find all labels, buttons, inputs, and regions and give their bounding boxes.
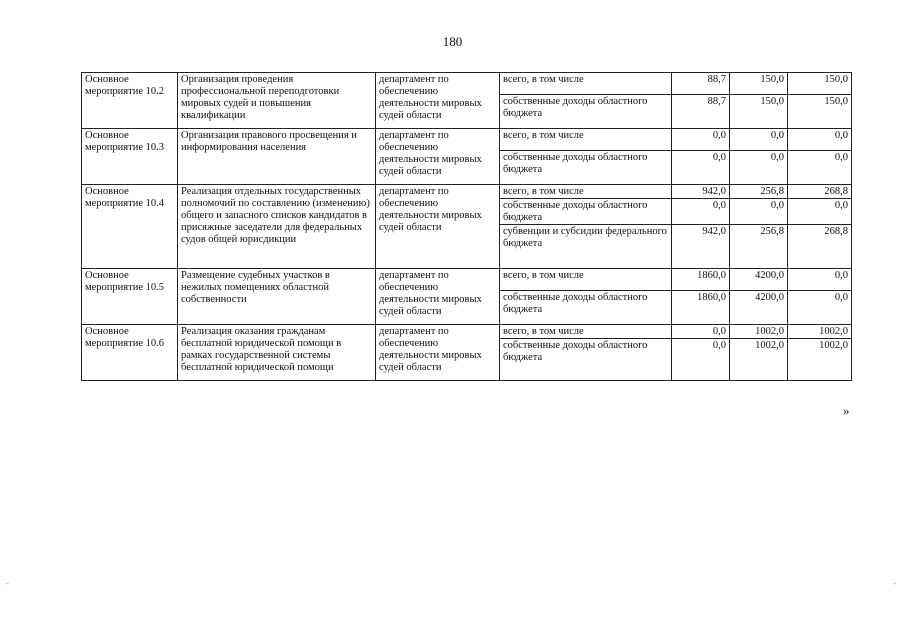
table-row: [82, 325, 852, 339]
funding-source-cell: собственные доходы областного бюджета: [500, 199, 672, 225]
executor-cell: департамент по обеспечению деятельности мировых судей области: [376, 269, 500, 325]
amount-cell-year-2: 4200,0: [730, 269, 788, 291]
left-edge-mark: -: [6, 578, 9, 588]
amount-cell-year-1: 88,7: [672, 73, 730, 95]
description-cell: Реализация оказания гражданам бесплатной юридической помощи в рамках государственной системы бесплатной юридической помощи: [178, 325, 376, 381]
table-row: [82, 185, 852, 199]
amount-cell-year-3: 1002,0: [788, 339, 852, 381]
page-number: 180: [442, 34, 463, 49]
table-row: [82, 73, 852, 95]
funding-source-cell: собственные доходы областного бюджета: [500, 291, 672, 325]
closing-quote: »: [843, 403, 850, 418]
amount-cell-year-1: 0,0: [672, 151, 730, 185]
amount-cell-year-2: 150,0: [730, 95, 788, 129]
amount-cell-year-2: 150,0: [730, 73, 788, 95]
executor-cell: департамент по обеспечению деятельности мировых судей области: [376, 129, 500, 185]
table-row: [82, 269, 852, 291]
executor-cell: департамент по обеспечению деятельности мировых судей области: [376, 73, 500, 129]
funding-source-cell: всего, в том числе: [500, 269, 672, 291]
amount-cell-year-3: 268,8: [788, 185, 852, 199]
amount-cell-year-1: 0,0: [672, 129, 730, 151]
amount-cell-year-1: 0,0: [672, 339, 730, 381]
funding-source-cell: субвенции и субсидии федерального бюджета: [500, 225, 672, 269]
funding-source-cell: всего, в том числе: [500, 73, 672, 95]
amount-cell-year-1: 942,0: [672, 225, 730, 269]
executor-cell: департамент по обеспечению деятельности мировых судей области: [376, 185, 500, 269]
funding-source-cell: всего, в том числе: [500, 325, 672, 339]
amount-cell-year-1: 942,0: [672, 185, 730, 199]
funding-source-cell: собственные доходы областного бюджета: [500, 339, 672, 381]
amount-cell-year-2: 1002,0: [730, 339, 788, 381]
amount-cell-year-2: 0,0: [730, 199, 788, 225]
event-cell: Основное мероприятие 10.6: [82, 325, 178, 381]
amount-cell-year-3: 268,8: [788, 225, 852, 269]
amount-cell-year-3: 0,0: [788, 199, 852, 225]
description-cell: Организация проведения профессиональной переподготовки мировых судей и повышения квалификации: [178, 73, 376, 129]
amount-cell-year-3: 0,0: [788, 151, 852, 185]
amount-cell-year-3: 1002,0: [788, 325, 852, 339]
amount-cell-year-2: 256,8: [730, 185, 788, 199]
amount-cell-year-2: 256,8: [730, 225, 788, 269]
table-row: [82, 129, 852, 151]
description-cell: Организация правового просвещения и информирования населения: [178, 129, 376, 185]
funding-source-cell: всего, в том числе: [500, 129, 672, 151]
amount-cell-year-3: 0,0: [788, 269, 852, 291]
amount-cell-year-3: 0,0: [788, 129, 852, 151]
funding-source-cell: собственные доходы областного бюджета: [500, 151, 672, 185]
event-cell: Основное мероприятие 10.2: [82, 73, 178, 129]
amount-cell-year-3: 150,0: [788, 73, 852, 95]
right-edge-mark: -: [893, 578, 896, 588]
amount-cell-year-2: 1002,0: [730, 325, 788, 339]
amount-cell-year-2: 0,0: [730, 129, 788, 151]
description-cell: Размещение судебных участков в нежилых помещениях областной собственности: [178, 269, 376, 325]
amount-cell-year-3: 0,0: [788, 291, 852, 325]
event-cell: Основное мероприятие 10.5: [82, 269, 178, 325]
program-events-table: [81, 72, 852, 381]
executor-cell: департамент по обеспечению деятельности мировых судей области: [376, 325, 500, 381]
amount-cell-year-2: 0,0: [730, 151, 788, 185]
description-cell: Реализация отдельных государственных полномочий по составлению (изменению) общего и запасного списков кандидатов в присяжные заседатели для федеральных судов общей юрисдикции: [178, 185, 376, 269]
amount-cell-year-1: 1860,0: [672, 269, 730, 291]
funding-source-cell: всего, в том числе: [500, 185, 672, 199]
amount-cell-year-1: 0,0: [672, 199, 730, 225]
amount-cell-year-3: 150,0: [788, 95, 852, 129]
amount-cell-year-1: 1860,0: [672, 291, 730, 325]
funding-source-cell: собственные доходы областного бюджета: [500, 95, 672, 129]
event-cell: Основное мероприятие 10.3: [82, 129, 178, 185]
event-cell: Основное мероприятие 10.4: [82, 185, 178, 269]
amount-cell-year-2: 4200,0: [730, 291, 788, 325]
amount-cell-year-1: 0,0: [672, 325, 730, 339]
amount-cell-year-1: 88,7: [672, 95, 730, 129]
